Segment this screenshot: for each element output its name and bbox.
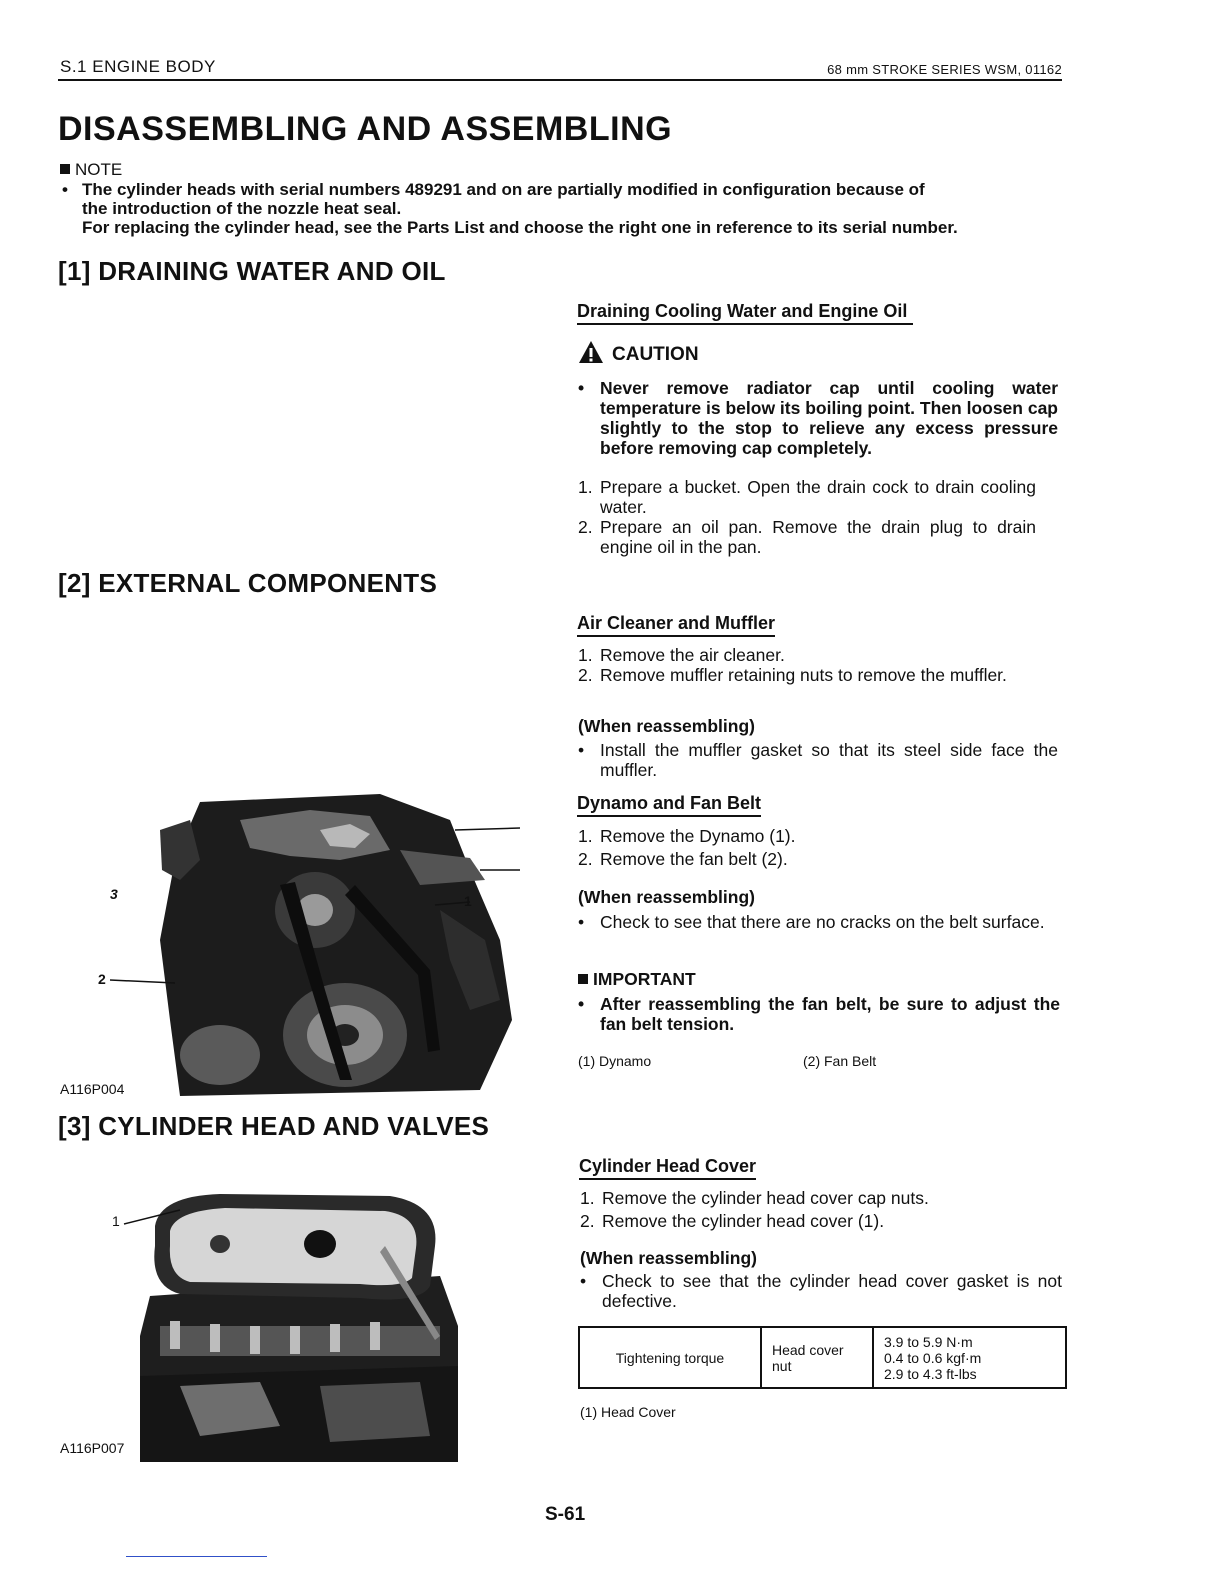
gasket-check-note: • Check to see that the cylinder head cover gasket is not defective. <box>580 1271 1062 1311</box>
square-bullet-icon <box>578 974 588 984</box>
torque-value-kgfm: 0.4 to 0.6 kgf·m <box>884 1349 982 1366</box>
important-heading <box>578 969 696 990</box>
air-cleaner-steps <box>578 645 1036 685</box>
subheading-air-cleaner: Air Cleaner and Muffler <box>577 613 775 637</box>
list-item: 1. Remove the air cleaner. <box>578 645 785 665</box>
torque-item-cell: Head cover nut <box>761 1327 873 1388</box>
list-item: 1. Remove the Dynamo (1). <box>578 826 796 846</box>
list-item: 1. Prepare a bucket. Open the drain cock to drain cooling water. <box>578 477 1036 517</box>
page-number: S-61 <box>545 1504 586 1525</box>
callout-3: 3 <box>110 886 118 902</box>
note-label-text: NOTE <box>75 160 123 179</box>
head-cover-steps <box>580 1188 1040 1231</box>
note-text <box>62 180 1072 237</box>
callout-leader-head-cover <box>110 1200 190 1240</box>
when-reassembling-belt: (When reassembling) <box>578 887 755 907</box>
callout-leader-lines <box>80 780 540 1110</box>
header-section: S.1 ENGINE BODY <box>60 57 216 76</box>
caution-heading <box>578 340 699 366</box>
torque-value-nm: 3.9 to 5.9 N·m <box>884 1333 973 1350</box>
photo-id-a116p007: A116P007 <box>60 1440 125 1456</box>
subheading-draining: Draining Cooling Water and Engine Oil <box>577 301 913 325</box>
note-label <box>60 160 122 180</box>
muffler-gasket-note: • Install the muffler gasket so that its steel side face the muffler. <box>578 740 1058 780</box>
subheading-dynamo: Dynamo and Fan Belt <box>577 793 761 817</box>
warning-triangle-icon <box>578 340 604 364</box>
important-text: • After reassembling the fan belt, be sure to adjust the fan belt tension. <box>578 994 1060 1034</box>
torque-table <box>578 1326 1067 1389</box>
when-reassembling-head: (When reassembling) <box>580 1248 757 1268</box>
torque-values-cell <box>873 1327 1066 1388</box>
section-heading-cylinder-head: [3] CYLINDER HEAD AND VALVES <box>58 1111 490 1141</box>
legend-dynamo: (1) Dynamo <box>578 1053 652 1069</box>
list-item: 2. Remove the cylinder head cover (1). <box>580 1211 885 1231</box>
note-line-3: For replacing the cylinder head, see the Parts List and choose the right one in reference to its serial number. <box>82 218 958 237</box>
dynamo-steps <box>578 826 1036 869</box>
caution-text: • Never remove radiator cap until cooling water temperature is below its boiling point. Then loosen cap slightly to the stop to relieve any excess pressure before removing cap completely. <box>578 378 1058 458</box>
footer-link-underline <box>126 1556 267 1557</box>
header-series: 68 mm STROKE SERIES WSM, 01162 <box>827 62 1062 77</box>
section-heading-external: [2] EXTERNAL COMPONENTS <box>58 568 438 598</box>
table-row <box>579 1327 1066 1388</box>
callout-1: 1 <box>464 893 472 909</box>
page-title: DISASSEMBLING AND ASSEMBLING <box>58 110 673 148</box>
torque-value-ftlbs: 2.9 to 4.3 ft-lbs <box>884 1365 977 1382</box>
list-item: 1. Remove the cylinder head cover cap nuts. <box>580 1188 929 1208</box>
belt-crack-note: • Check to see that there are no cracks on the belt surface. <box>578 912 1060 932</box>
list-item: 2. Remove muffler retaining nuts to remove the muffler. <box>578 665 1007 685</box>
when-reassembling-air: (When reassembling) <box>578 716 755 736</box>
section-heading-draining: [1] DRAINING WATER AND OIL <box>58 256 446 286</box>
header-rule <box>58 79 1062 81</box>
note-line-1: • The cylinder heads with serial numbers 489291 and on are partially modified in configuration because of <box>62 180 1072 199</box>
legend-fan-belt: (2) Fan Belt <box>803 1053 877 1069</box>
important-label: IMPORTANT <box>593 969 696 989</box>
square-bullet-icon <box>60 164 70 174</box>
note-line-2: the introduction of the nozzle heat seal. <box>82 199 402 218</box>
caution-label: CAUTION <box>612 344 699 365</box>
callout-head-cover-1: 1 <box>112 1213 120 1229</box>
list-item: 2. Remove the fan belt (2). <box>578 849 788 869</box>
legend-head-cover: (1) Head Cover <box>580 1404 676 1420</box>
callout-2: 2 <box>98 971 106 987</box>
photo-id-a116p004: A116P004 <box>60 1081 125 1097</box>
subheading-head-cover: Cylinder Head Cover <box>579 1156 756 1180</box>
draining-steps <box>578 477 1036 557</box>
torque-label-cell: Tightening torque <box>579 1327 761 1388</box>
list-item: 2. Prepare an oil pan. Remove the drain plug to drain engine oil in the pan. <box>578 517 1036 557</box>
